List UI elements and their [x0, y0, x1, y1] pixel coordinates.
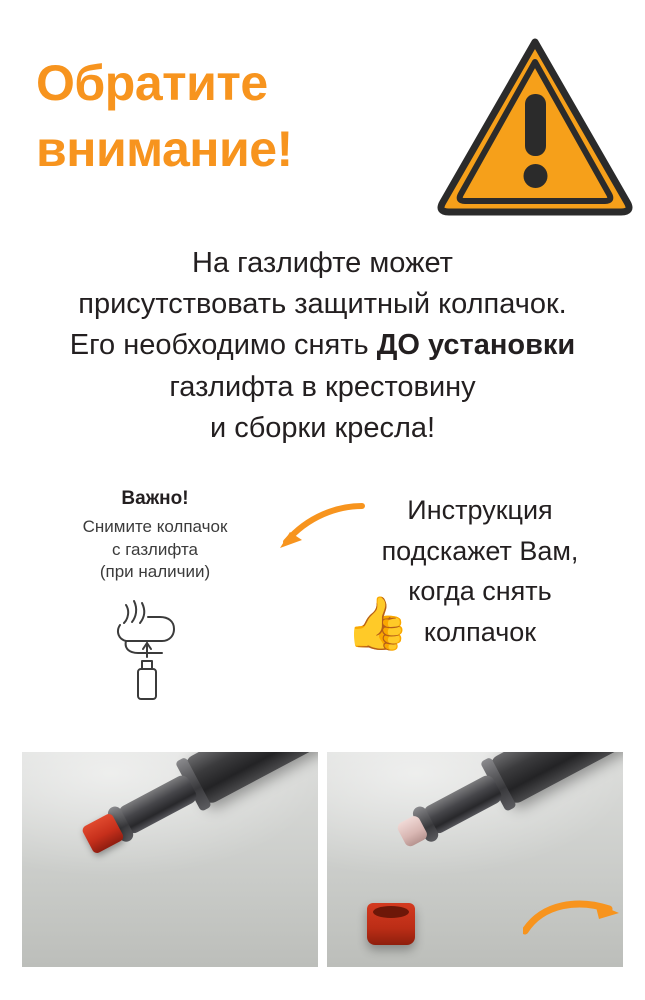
note-line-2: с газлифта [112, 539, 198, 559]
note-line-1: Снимите колпачок [82, 517, 228, 536]
page-title [36, 50, 436, 182]
main-line-4: газлифта в крестовину [169, 370, 476, 403]
instruction-line-3: когда снять [408, 576, 552, 606]
main-line-5: и сборки кресла! [209, 411, 436, 444]
instruction-line-2: подскажет Вам, [381, 535, 579, 566]
headline-line-1: Обратите [36, 55, 268, 111]
photo-comparison [22, 752, 623, 967]
hand-removing-cap-icon [104, 595, 209, 705]
main-paragraph [0, 243, 645, 449]
instruction-line-4: колпачок [423, 616, 537, 647]
main-line-2: присутствовать защитный колпачок. [78, 288, 567, 321]
note-block [55, 488, 255, 584]
thumbs-up-icon: 👍 [345, 595, 410, 653]
instruction-line-1: Инструкция [407, 495, 553, 525]
gas-lift-cap-removed-photo [327, 752, 623, 967]
warning-triangle-exclamation-icon [437, 36, 633, 216]
main-bold-fragment: ДО установки [376, 329, 576, 362]
note-title: Важно! [121, 488, 189, 509]
main-line-1: На газлифте может [192, 247, 453, 279]
headline-line-2: внимание! [36, 121, 293, 177]
note-line-3: (при наличии) [99, 562, 211, 582]
main-line-3 [0, 325, 645, 366]
header [0, 28, 645, 218]
main-line-3-text: Его необходимо снять [69, 329, 377, 362]
middle-band [0, 480, 645, 730]
curved-arrow-right-icon [523, 897, 623, 945]
removed-red-cap [367, 903, 415, 945]
gas-lift-with-cap-photo [22, 752, 318, 967]
